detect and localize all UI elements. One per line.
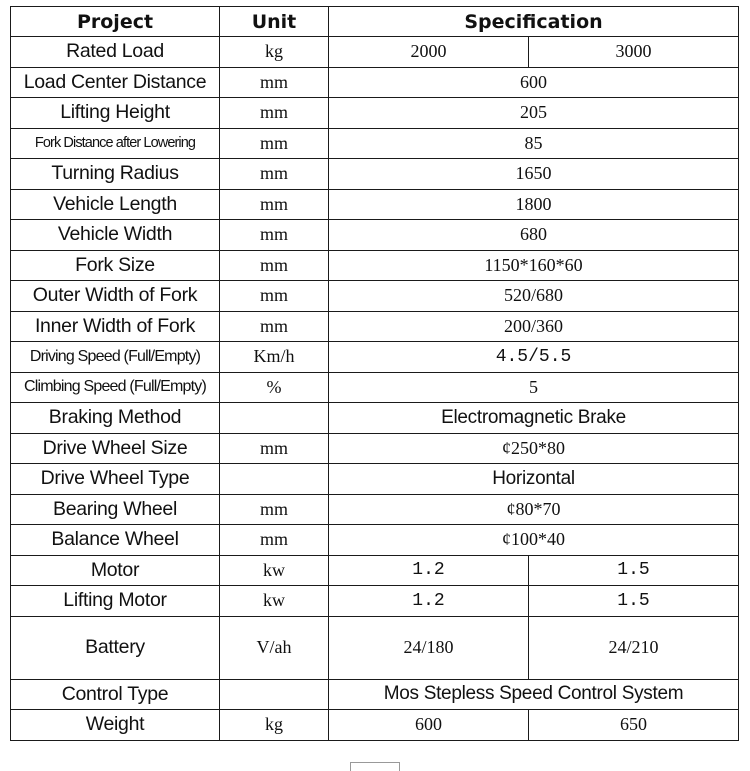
- row-unit: mm: [220, 494, 329, 525]
- header-row: [11, 7, 739, 37]
- row-value: ¢80*70: [329, 494, 739, 525]
- row-project: Balance Wheel: [11, 525, 220, 556]
- row-unit: mm: [220, 433, 329, 464]
- table-row: [11, 98, 739, 129]
- table-row: [11, 67, 739, 98]
- row-value: Mos Stepless Speed Control System: [329, 679, 739, 710]
- row-project: Inner Width of Fork: [11, 311, 220, 342]
- table-row: [11, 37, 739, 68]
- row-value: ¢100*40: [329, 525, 739, 556]
- row-project: Rated Load: [11, 37, 220, 68]
- row-project: Braking Method: [11, 403, 220, 434]
- spec-table-container: [10, 6, 739, 741]
- row-unit: [220, 464, 329, 495]
- table-row: [11, 250, 739, 281]
- row-value: Electromagnetic Brake: [329, 403, 739, 434]
- table-row: [11, 555, 739, 586]
- row-value: 205: [329, 98, 739, 129]
- row-unit: Km/h: [220, 342, 329, 373]
- row-project: Battery: [11, 616, 220, 679]
- row-value: ¢250*80: [329, 433, 739, 464]
- row-value: 85: [329, 128, 739, 159]
- row-project: Drive Wheel Size: [11, 433, 220, 464]
- row-project: Load Center Distance: [11, 67, 220, 98]
- table-row: [11, 159, 739, 190]
- row-value-1: 2000: [329, 37, 529, 68]
- header-unit: Unit: [220, 7, 329, 37]
- table-row: [11, 342, 739, 373]
- row-value: 1650: [329, 159, 739, 190]
- row-project: Driving Speed (Full/Empty): [11, 342, 220, 373]
- table-row: [11, 494, 739, 525]
- row-unit: mm: [220, 220, 329, 251]
- row-unit: mm: [220, 128, 329, 159]
- row-unit: kg: [220, 710, 329, 741]
- row-value-1: 600: [329, 710, 529, 741]
- row-project: Bearing Wheel: [11, 494, 220, 525]
- row-project: Motor: [11, 555, 220, 586]
- table-row: [11, 679, 739, 710]
- table-row: [11, 586, 739, 617]
- table-row: [11, 710, 739, 741]
- row-unit: V/ah: [220, 616, 329, 679]
- row-project: Climbing Speed (Full/Empty): [11, 372, 220, 403]
- row-value-1: 1.2: [329, 586, 529, 617]
- table-row: [11, 311, 739, 342]
- row-value-1: 1.2: [329, 555, 529, 586]
- row-project: Drive Wheel Type: [11, 464, 220, 495]
- row-value-2: 1.5: [529, 586, 739, 617]
- row-project: Vehicle Width: [11, 220, 220, 251]
- row-unit: mm: [220, 67, 329, 98]
- row-project: Turning Radius: [11, 159, 220, 190]
- row-project: Weight: [11, 710, 220, 741]
- row-value: 1800: [329, 189, 739, 220]
- row-value: Horizontal: [329, 464, 739, 495]
- row-unit: [220, 403, 329, 434]
- row-value: 520/680: [329, 281, 739, 312]
- row-unit: mm: [220, 311, 329, 342]
- row-project: Lifting Motor: [11, 586, 220, 617]
- table-row: [11, 128, 739, 159]
- row-unit: [220, 679, 329, 710]
- row-value: 5: [329, 372, 739, 403]
- row-value: 1150*160*60: [329, 250, 739, 281]
- row-value: 4.5/5.5: [329, 342, 739, 373]
- row-value-2: 24/210: [529, 616, 739, 679]
- row-project: Lifting Height: [11, 98, 220, 129]
- row-value: 680: [329, 220, 739, 251]
- row-project: Control Type: [11, 679, 220, 710]
- table-row: [11, 525, 739, 556]
- table-row: [11, 403, 739, 434]
- table-row: [11, 616, 739, 679]
- table-row: [11, 220, 739, 251]
- row-unit: kg: [220, 37, 329, 68]
- row-project: Fork Size: [11, 250, 220, 281]
- row-value-2: 3000: [529, 37, 739, 68]
- row-unit: mm: [220, 525, 329, 556]
- table-row: [11, 281, 739, 312]
- table-row: [11, 372, 739, 403]
- table-row: [11, 433, 739, 464]
- row-project: Vehicle Length: [11, 189, 220, 220]
- row-unit: mm: [220, 250, 329, 281]
- row-unit: kw: [220, 555, 329, 586]
- header-project: Project: [11, 7, 220, 37]
- row-unit: mm: [220, 159, 329, 190]
- specification-table: [10, 6, 739, 741]
- header-specification: Specification: [329, 7, 739, 37]
- row-value-2: 1.5: [529, 555, 739, 586]
- row-unit: mm: [220, 281, 329, 312]
- row-project: Fork Distance after Lowering: [11, 128, 220, 159]
- row-unit: mm: [220, 189, 329, 220]
- row-unit: kw: [220, 586, 329, 617]
- row-unit: mm: [220, 98, 329, 129]
- row-value-2: 650: [529, 710, 739, 741]
- row-unit: %: [220, 372, 329, 403]
- table-row: [11, 189, 739, 220]
- row-value: 200/360: [329, 311, 739, 342]
- row-project: Outer Width of Fork: [11, 281, 220, 312]
- table-row: [11, 464, 739, 495]
- row-value-1: 24/180: [329, 616, 529, 679]
- row-value: 600: [329, 67, 739, 98]
